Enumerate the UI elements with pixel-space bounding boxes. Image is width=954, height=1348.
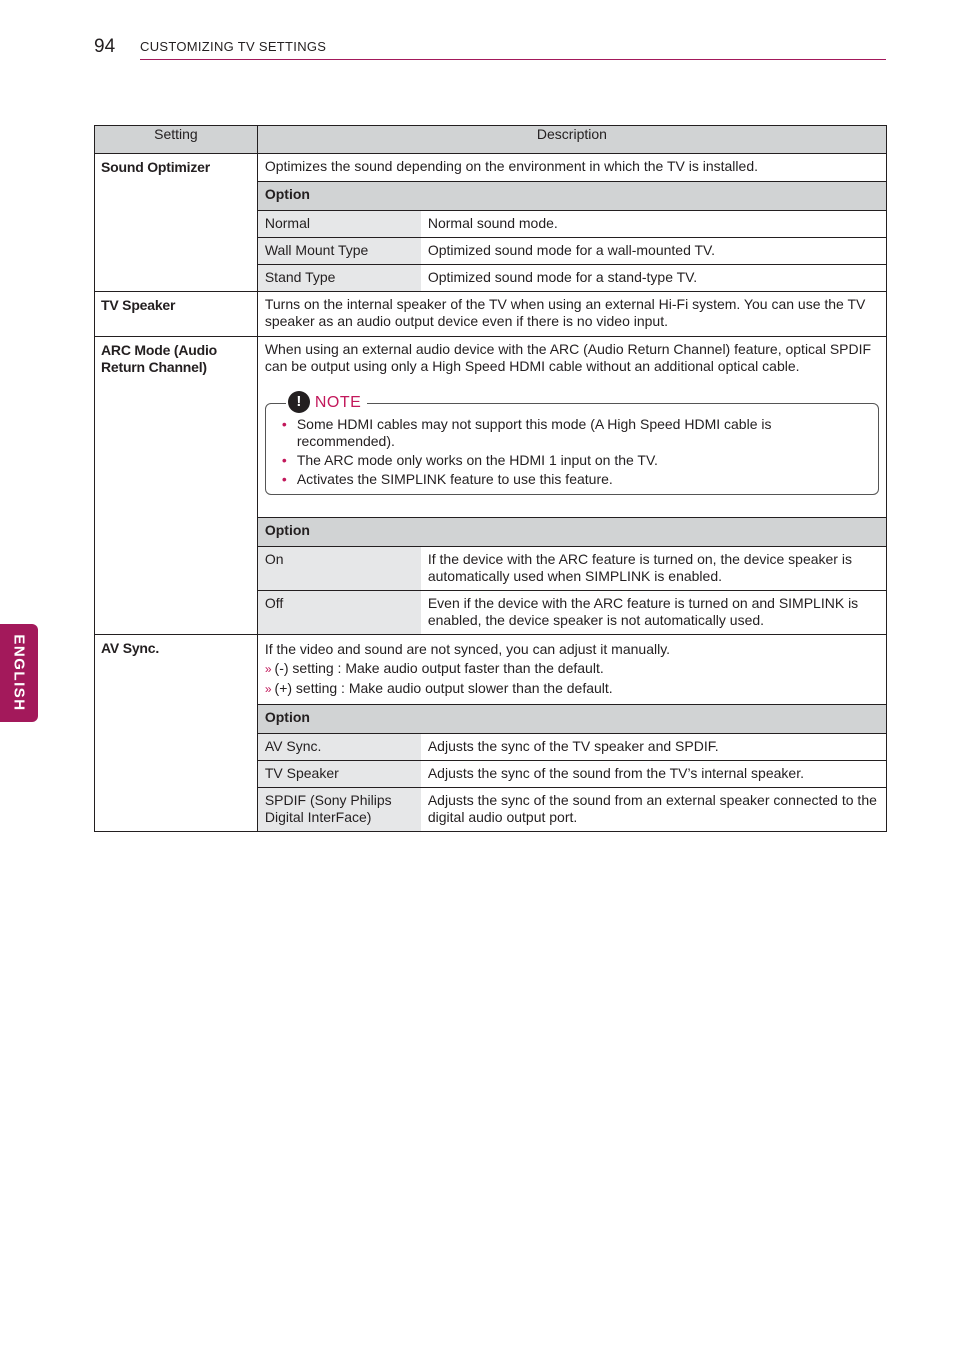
table-row <box>95 292 887 337</box>
description-text: Turns on the internal speaker of the TV when using an external Hi-Fi system. You can use the TV speaker as an audio output device even if there is no video input. <box>264 296 866 329</box>
page-number: 94 <box>94 36 116 57</box>
description-text: If the video and sound are not synced, you can adjust it manually. <box>264 641 671 657</box>
note-title: NOTE <box>314 393 362 411</box>
setting-av-sync: AV Sync. <box>95 635 258 832</box>
option-header: Option <box>258 705 886 734</box>
option-name: TV Speaker <box>258 761 421 788</box>
option-desc: Optimized sound mode for a stand-type TV. <box>421 265 886 292</box>
option-name: Wall Mount Type <box>258 238 421 265</box>
description-cell <box>257 635 886 832</box>
note-item: • Activates the SIMPLINK feature to use this feature. <box>282 471 870 488</box>
sub-bullet-text: (-) setting : Make audio output faster than the default. <box>274 660 604 676</box>
description-cell <box>257 337 886 635</box>
table-row <box>95 635 887 832</box>
header-divider <box>140 59 886 60</box>
note-list <box>282 416 870 488</box>
sub-bullet <box>265 680 879 698</box>
settings-table <box>94 125 887 832</box>
note-item: • The ARC mode only works on the HDMI 1 input on the TV. <box>282 452 870 469</box>
section-title: CUSTOMIZING TV SETTINGS <box>140 39 327 54</box>
options-table <box>258 517 886 634</box>
option-desc: Optimized sound mode for a wall-mounted TV. <box>421 238 886 265</box>
option-desc: Even if the device with the ARC feature is turned on and SIMPLINK is enabled, the device speaker is not automatically used. <box>421 591 886 635</box>
description-cell <box>257 154 886 292</box>
option-row <box>258 238 886 265</box>
option-row <box>258 591 886 635</box>
setting-tv-speaker: TV Speaker <box>95 292 258 337</box>
option-row <box>258 788 886 832</box>
option-desc: Adjusts the sync of the TV speaker and SPDIF. <box>421 734 886 761</box>
note-box <box>265 393 879 495</box>
option-row <box>258 734 886 761</box>
option-name: SPDIF (Sony Philips Digital InterFace) <box>258 788 421 832</box>
option-row <box>258 211 886 238</box>
chevron-icon: » <box>264 682 272 696</box>
option-name: On <box>258 547 421 591</box>
option-desc: Normal sound mode. <box>421 211 886 238</box>
description-text: When using an external audio device with the ARC (Audio Return Channel) feature, optical SPDIF can be output using only a High Speed HDMI cable without an additional optical cable. <box>264 341 872 374</box>
column-header-description: Description <box>257 126 886 154</box>
option-name: AV Sync. <box>258 734 421 761</box>
option-name: Off <box>258 591 421 635</box>
setting-sound-optimizer: Sound Optimizer <box>95 154 258 292</box>
options-table <box>258 181 886 291</box>
language-tab-label: ENGLISH <box>10 634 28 712</box>
table-header-row <box>95 126 887 154</box>
column-header-setting: Setting <box>95 126 258 154</box>
option-name: Stand Type <box>258 265 421 292</box>
table-row <box>95 337 887 635</box>
option-row <box>258 265 886 292</box>
description-text: Optimizes the sound depending on the environment in which the TV is installed. <box>264 158 758 174</box>
option-row <box>258 761 886 788</box>
note-item: • Some HDMI cables may not support this mode (A High Speed HDMI cable is recommended). <box>282 416 870 450</box>
exclamation-icon: ! <box>288 391 310 413</box>
setting-arc-mode: ARC Mode (Audio Return Channel) <box>95 337 258 635</box>
options-table <box>258 704 886 831</box>
table-row <box>95 154 887 292</box>
language-tab <box>0 624 38 722</box>
option-header: Option <box>258 182 886 211</box>
description-block <box>258 635 886 704</box>
note-label <box>286 391 367 413</box>
option-row <box>258 547 886 591</box>
option-desc: Adjusts the sync of the sound from an external speaker connected to the digital audio output port. <box>421 788 886 832</box>
sub-bullet-text: (+) setting : Make audio output slower than the default. <box>274 680 613 696</box>
sub-bullet <box>265 660 879 678</box>
option-desc: Adjusts the sync of the sound from the TV’s internal speaker. <box>421 761 886 788</box>
option-name: Normal <box>258 211 421 238</box>
option-desc: If the device with the ARC feature is turned on, the device speaker is automatically used when SIMPLINK is enabled. <box>421 547 886 591</box>
option-header: Option <box>258 518 886 547</box>
chevron-icon: » <box>264 662 272 676</box>
description-cell <box>257 292 886 337</box>
